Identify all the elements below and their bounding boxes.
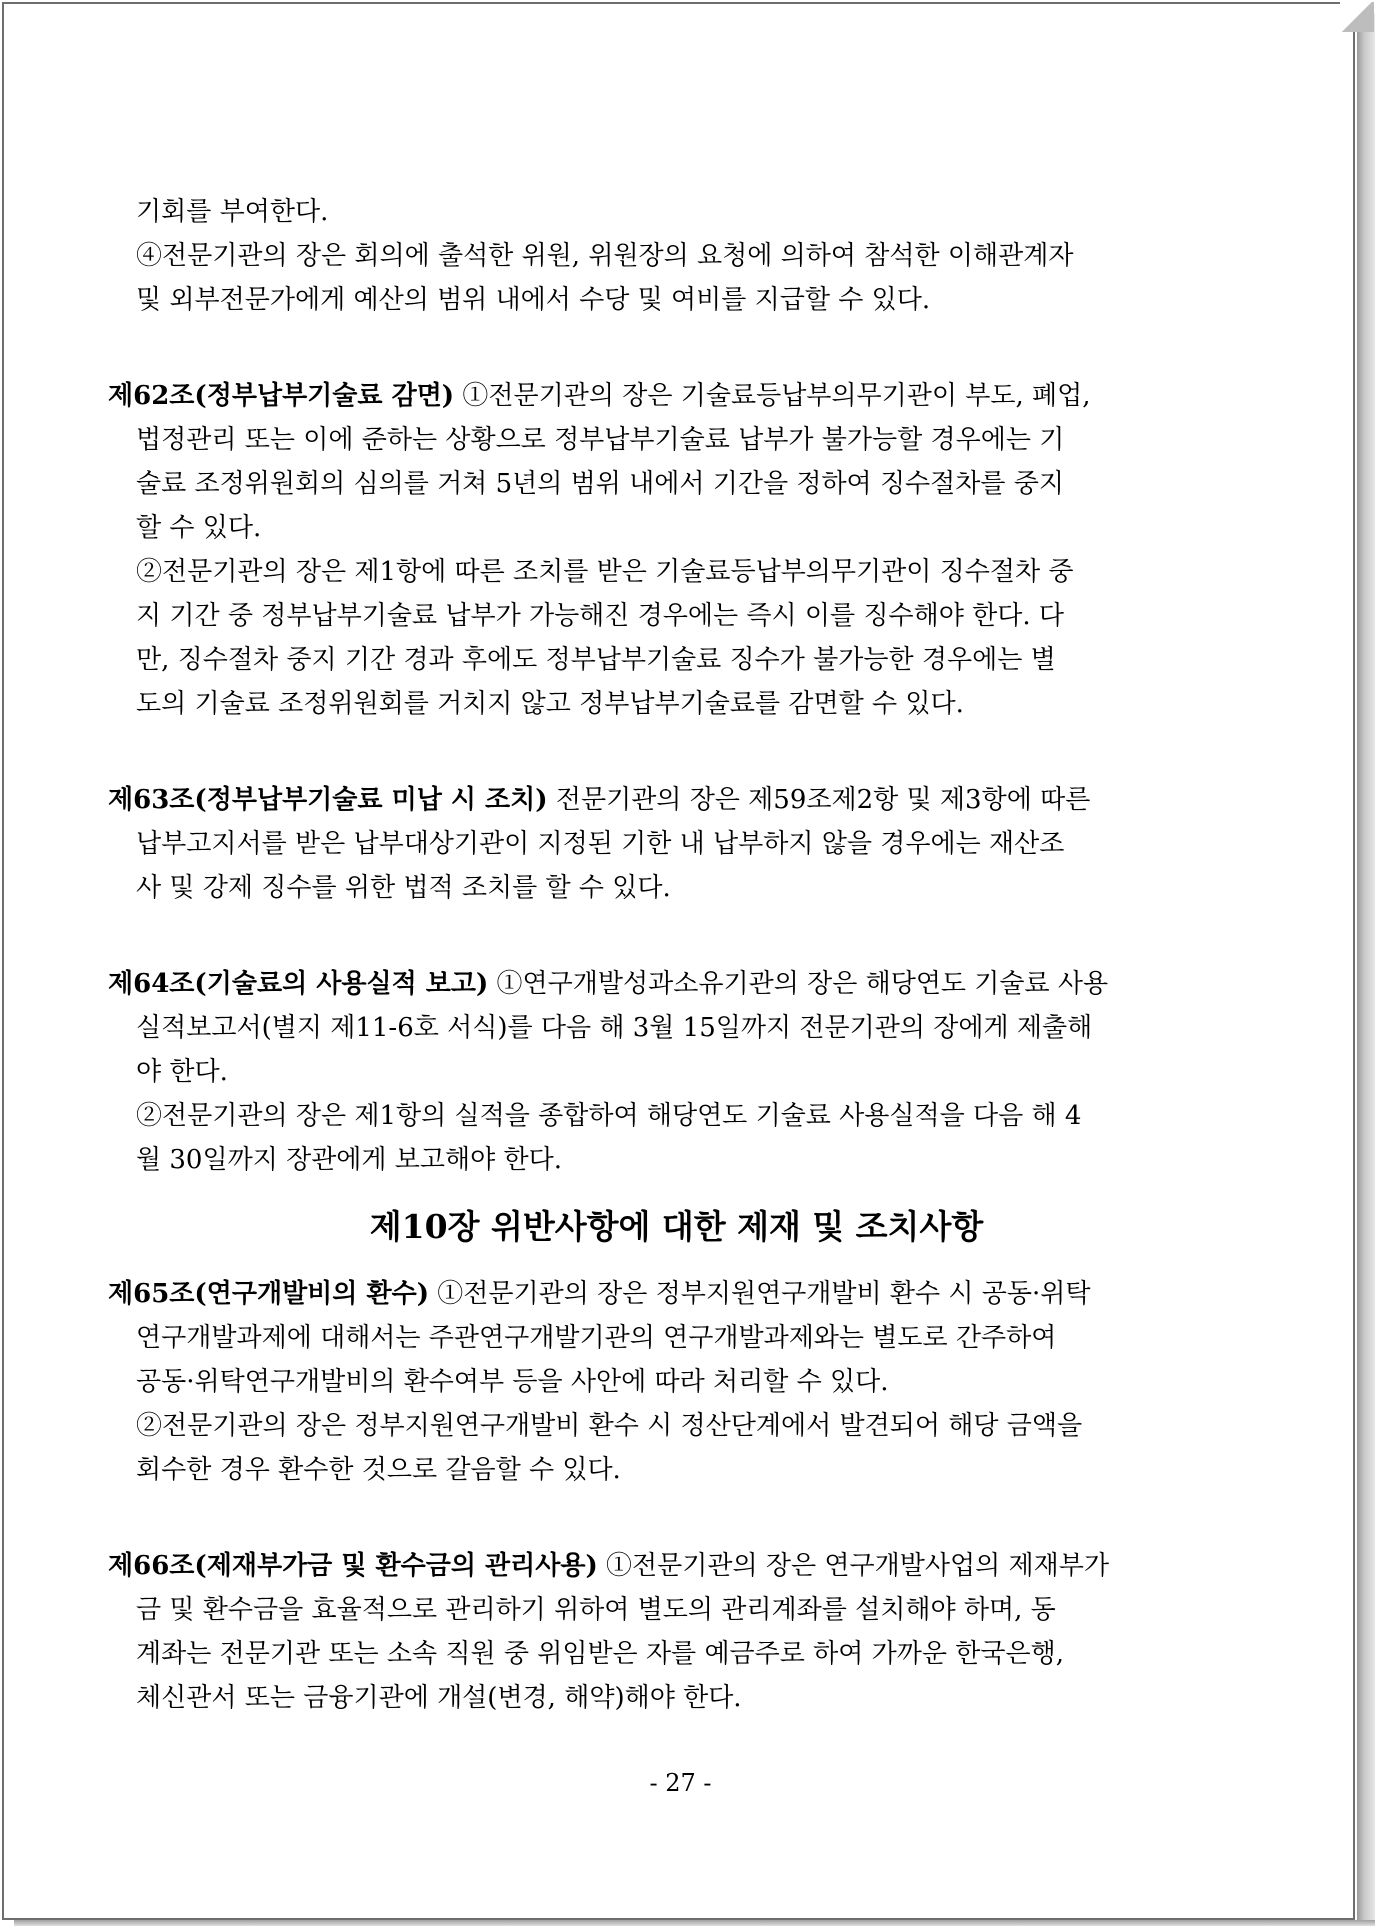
text-line: 연구개발과제에 대해서는 주관연구개발기관의 연구개발과제와는 별도로 간주하여 xyxy=(136,1323,1057,1353)
article-title: 제66조(제재부가금 및 환수금의 관리사용) xyxy=(108,1551,598,1581)
article-line xyxy=(108,778,1230,822)
text-line: 만, 징수절차 중지 기간 경과 후에도 정부납부기술료 징수가 불가능한 경우에는 별 xyxy=(136,645,1056,675)
page-shadow-right xyxy=(1357,14,1375,1922)
text-line: ④전문기관의 장은 회의에 출석한 위원, 위원장의 요청에 의하여 참석한 이해관계자 xyxy=(136,241,1074,271)
text-line: 및 외부전문가에게 예산의 범위 내에서 수당 및 여비를 지급할 수 있다. xyxy=(136,285,931,315)
article-line xyxy=(108,374,1230,418)
paragraph-gap xyxy=(130,1492,1230,1544)
text-line: ②전문기관의 장은 제1항의 실적을 종합하여 해당연도 기술료 사용실적을 다음 해 4 xyxy=(136,1101,1082,1131)
text-line: 납부고지서를 받은 납부대상기관이 지정된 기한 내 납부하지 않을 경우에는 재산조 xyxy=(136,829,1065,859)
text-line: 도의 기술료 조정위원회를 거치지 않고 정부납부기술료를 감면할 수 있다. xyxy=(136,689,964,719)
text-line: 야 한다. xyxy=(136,1057,228,1087)
paragraph-gap xyxy=(130,322,1230,374)
text-line: ②전문기관의 장은 정부지원연구개발비 환수 시 정산단계에서 발견되어 해당 금액을 xyxy=(136,1411,1083,1441)
text-line: 법정관리 또는 이에 준하는 상황으로 정부납부기술료 납부가 불가능할 경우에는 기 xyxy=(136,425,1065,455)
paragraph-gap xyxy=(130,910,1230,962)
article-line xyxy=(108,1544,1230,1588)
text-line: 월 30일까지 장관에게 보고해야 한다. xyxy=(136,1145,563,1175)
article-line xyxy=(108,1272,1230,1316)
text-line: 실적보고서(별지 제11-6호 서식)를 다음 해 3월 15일까지 전문기관의 장에게 제출해 xyxy=(136,1013,1093,1043)
article-title: 제63조(정부납부기술료 미납 시 조치) xyxy=(108,785,548,815)
paragraph-gap xyxy=(130,726,1230,778)
article-text: 전문기관의 장은 제59조제2항 및 제3항에 따른 xyxy=(547,785,1091,815)
page-number: - 27 - xyxy=(649,1769,712,1797)
text-line: 술료 조정위원회의 심의를 거쳐 5년의 범위 내에서 기간을 정하여 징수절차를 중지 xyxy=(136,469,1065,499)
text-line: 체신관서 또는 금융기관에 개설(변경, 해약)해야 한다. xyxy=(136,1683,742,1713)
text-line: 공동·위탁연구개발비의 환수여부 등을 사안에 따라 처리할 수 있다. xyxy=(136,1367,889,1397)
article-title: 제64조(기술료의 사용실적 보고) xyxy=(108,969,489,999)
text-line: 계좌는 전문기관 또는 소속 직원 중 위임받은 자를 예금주로 하여 가까운 한국은행, xyxy=(136,1639,1065,1669)
article-text: ①연구개발성과소유기관의 장은 해당연도 기술료 사용 xyxy=(488,969,1109,999)
page-shadow-bottom xyxy=(14,1920,1375,1926)
text-line: 금 및 환수금을 효율적으로 관리하기 위하여 별도의 관리계좌를 설치해야 하며, 동 xyxy=(136,1595,1056,1625)
text-line: 회수한 경우 환수한 것으로 갈음할 수 있다. xyxy=(136,1455,621,1485)
text-line: 기회를 부여한다. xyxy=(136,197,329,227)
article-title: 제65조(연구개발비의 환수) xyxy=(108,1279,429,1309)
text-line: 사 및 강제 징수를 위한 법적 조치를 할 수 있다. xyxy=(136,873,671,903)
article-title: 제62조(정부납부기술료 감면) xyxy=(108,381,455,411)
article-text: ①전문기관의 장은 정부지원연구개발비 환수 시 공동·위탁 xyxy=(429,1279,1091,1309)
article-text: ①전문기관의 장은 기술료등납부의무기관이 부도, 폐업, xyxy=(454,381,1091,411)
document-body xyxy=(108,190,1230,1720)
chapter-heading: 제10장 위반사항에 대한 제재 및 조치사항 xyxy=(369,1207,984,1246)
article-text: ①전문기관의 장은 연구개발사업의 제재부가 xyxy=(597,1551,1109,1581)
page-fold-corner xyxy=(1340,2,1374,32)
text-line: ②전문기관의 장은 제1항에 따른 조치를 받은 기술료등납부의무기관이 징수절차 중 xyxy=(136,557,1074,587)
text-line: 지 기간 중 정부납부기술료 납부가 가능해진 경우에는 즉시 이를 징수해야 한다. 다 xyxy=(136,601,1065,631)
article-line xyxy=(108,962,1230,1006)
text-line: 할 수 있다. xyxy=(136,513,262,543)
